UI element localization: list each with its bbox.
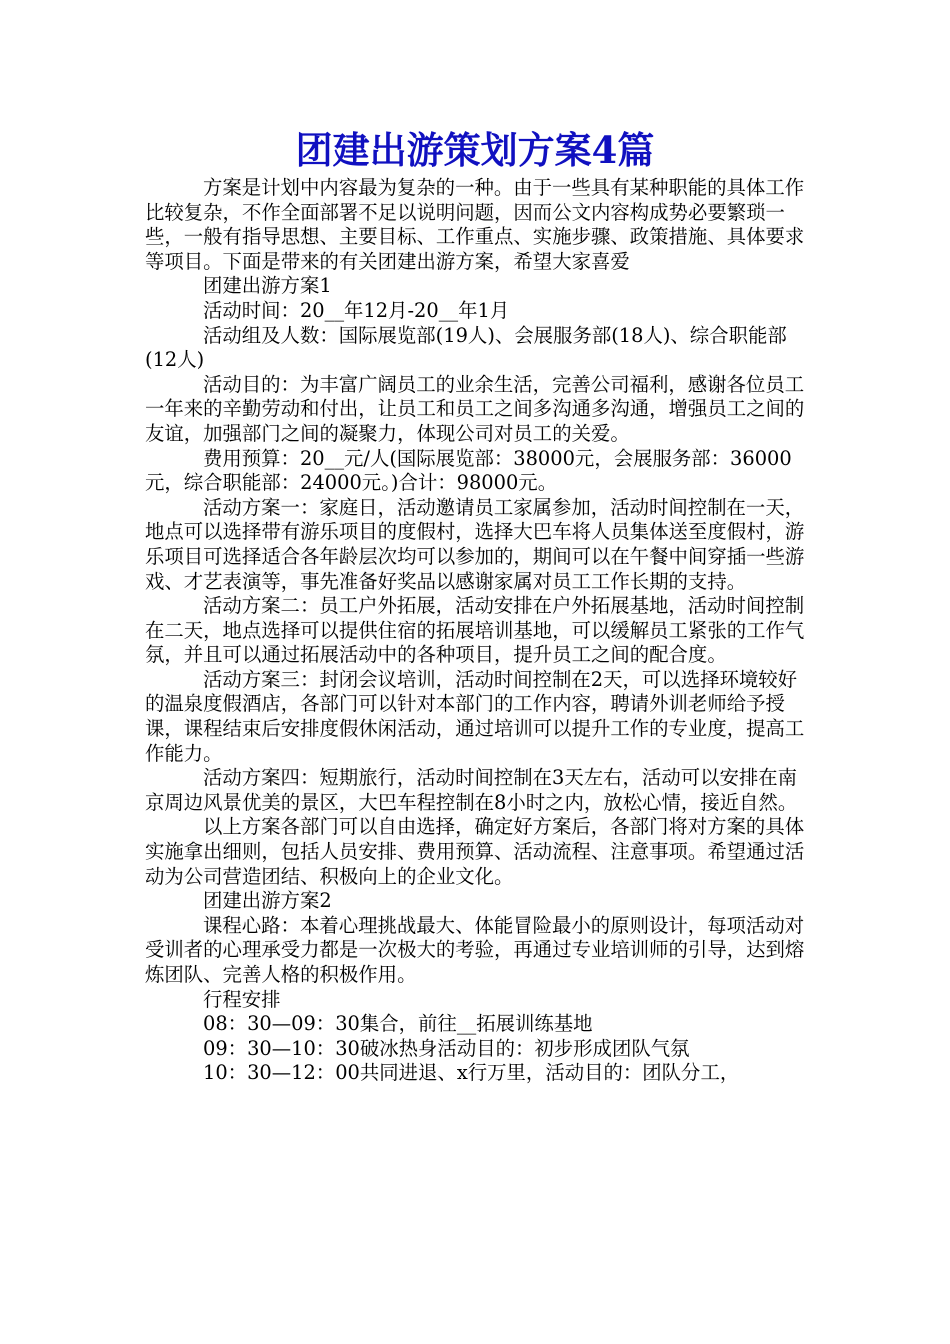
paragraph-intro: 方案是计划中内容最为复杂的一种。由于一些具有某种职能的具体工作比较复杂，不作全面部署不足以说明问题，因而公文内容构成势必要繁琐一些，一般有指导思想、主要目标、工作重点、实施步骤、政策措施、具体要求等项目。下面是带来的有关团建出游方案，希望大家喜爱 [145,176,805,273]
paragraph-option-4: 活动方案四：短期旅行，活动时间控制在3天左右，活动可以安排在南京周边风景优美的景区，大巴车程控制在8小时之内，放松心情，接近自然。 [145,766,798,814]
paragraph-schedule-heading: 行程安排 [203,987,281,1011]
document-body [145,176,813,1086]
paragraph-schedule-3: 10：30—12：00共同进退、x行万里，活动目的：团队分工， [203,1061,740,1085]
paragraph-purpose: 活动目的：为丰富广阔员工的业余生活，完善公司福利，感谢各位员工一年来的辛勤劳动和付出，让员工和员工之间多沟通多沟通，增强员工之间的友谊，加强部门之间的凝聚力，体现公司对员工的关爱。 [145,372,805,445]
paragraph-option-1: 活动方案一：家庭日，活动邀请员工家属参加，活动时间控制在一天，地点可以选择带有游乐项目的度假村，选择大巴车将人员集体送至度假村，游乐项目可选择适合各年龄层次均可以参加的，期间可以在午餐中间穿插一些游戏、才艺表演等，事先准备好奖品以感谢家属对员工工作长期的支持。 [145,495,805,593]
paragraph-option-3: 活动方案三：封闭会议培训，活动时间控制在2天，可以选择环境较好的温泉度假酒店，各部门可以针对本部门的工作内容，聘请外训老师给予授课，课程结束后安排度假休闲活动，通过培训可以提升工作的专业度，提高工作能力。 [145,667,805,765]
paragraph-budget: 费用预算：20__元/人(国际展览部：38000元，会展服务部：36000元，综合职能部：24000元。)合计：98000元。 [145,446,792,495]
section-heading-plan-1: 团建出游方案1 [203,274,332,298]
paragraph-course: 课程心路：本着心理挑战最大、体能冒险最小的原则设计，每项活动对受训者的心理承受力都是一次极大的考验，再通过专业培训师的引导，达到熔炼团队、完善人格的积极作用。 [145,913,805,986]
paragraph-schedule-2: 09：30—10：30破冰热身活动目的：初步形成团队气氛 [203,1036,690,1060]
document-title: 团建出游策划方案4篇 [295,128,655,172]
paragraph-schedule-1: 08：30—09：30集合，前往__拓展训练基地 [203,1012,593,1036]
paragraph-option-2: 活动方案二：员工户外拓展，活动安排在户外拓展基地，活动时间控制在二天，地点选择可以提供住宿的拓展培训基地，可以缓解员工紧张的工作气氛，并且可以通过拓展活动中的各种项目，提升员工之间的配合度。 [145,594,805,667]
paragraph-groups: 活动组及人数：国际展览部(19人)、会展服务部(18人)、综合职能部(12人) [145,323,787,372]
paragraph-summary: 以上方案各部门可以自由选择，确定好方案后，各部门将对方案的具体实施拿出细则，包括人员安排、费用预算、活动流程、注意事项。希望通过活动为公司营造团结、积极向上的企业文化。 [145,815,805,888]
section-heading-plan-2: 团建出游方案2 [203,889,332,913]
paragraph-activity-time: 活动时间：20__年12月-20__年1月 [203,298,510,322]
